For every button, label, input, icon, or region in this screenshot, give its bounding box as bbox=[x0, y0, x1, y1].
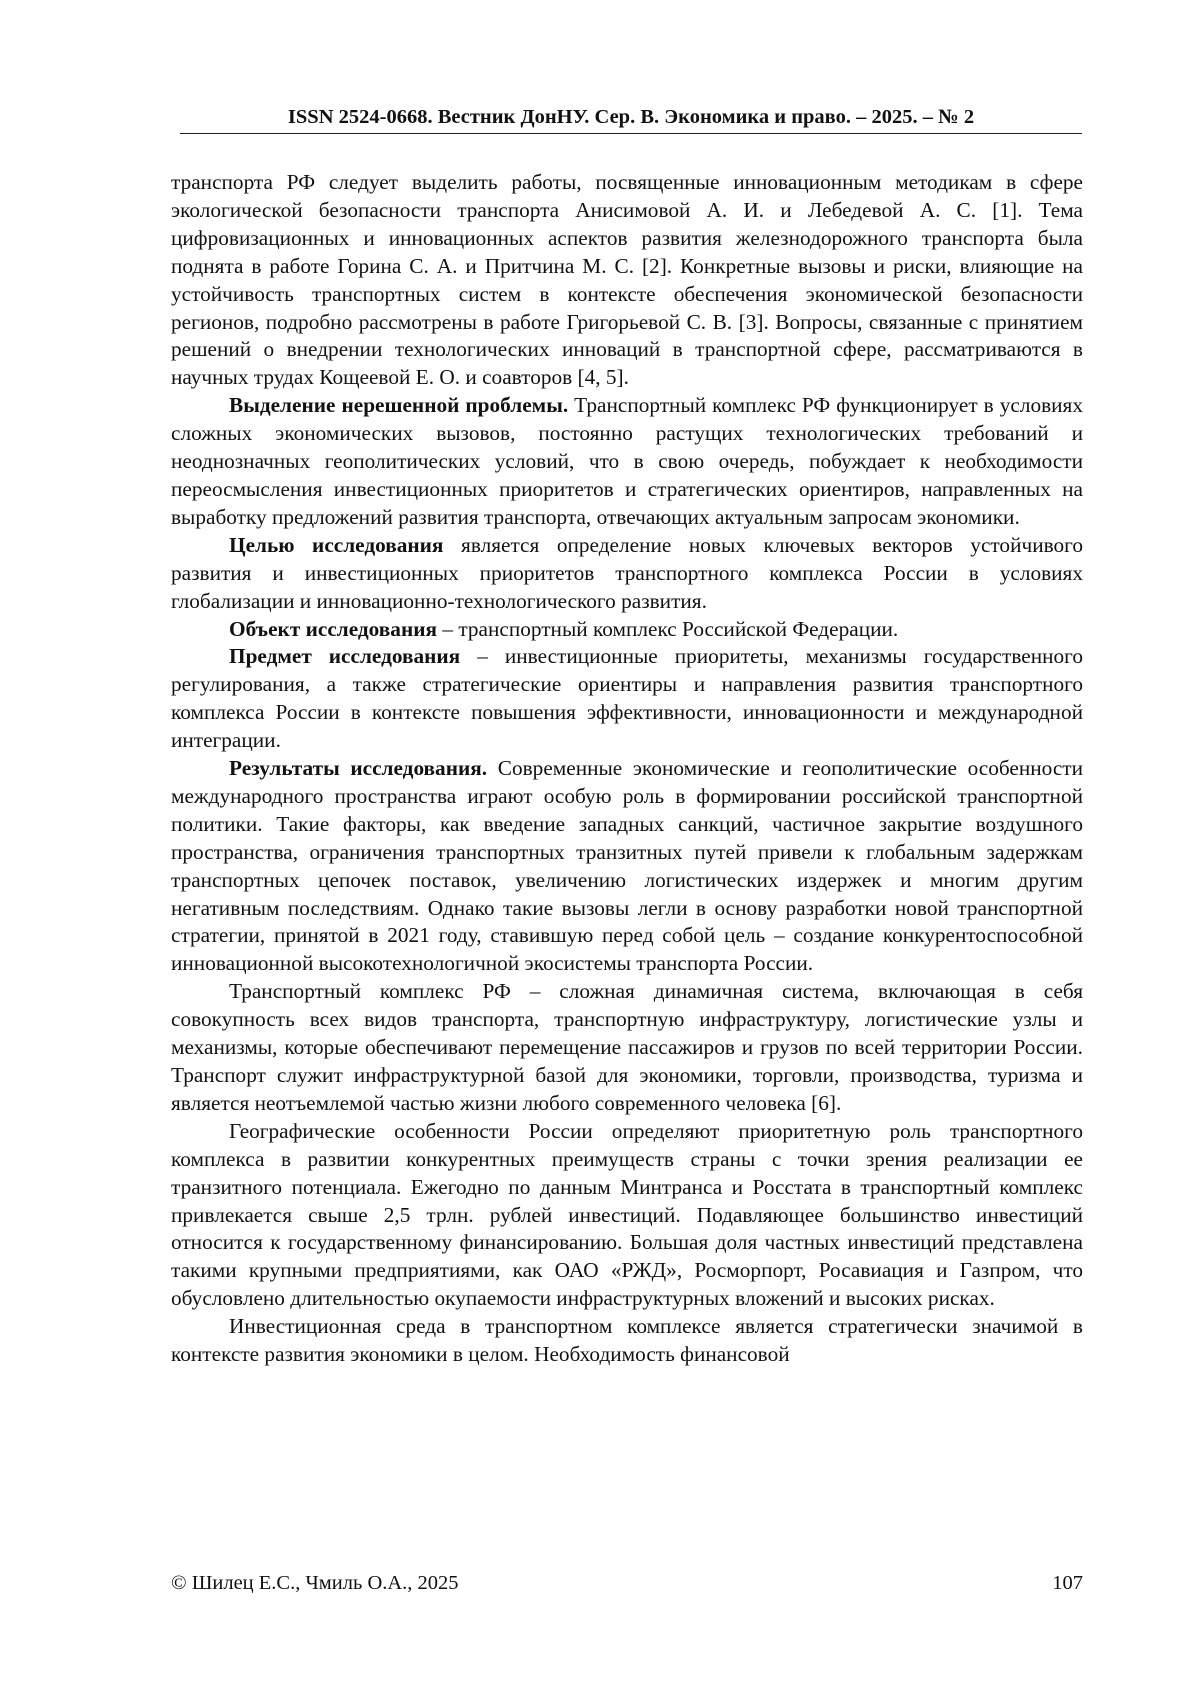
paragraph-text: – инвестиционные приоритеты, механизмы государственного регулирования, а также стратегические ориентиры и направления развития транспортного комплекса России в контексте повышения эффективности, инновационности и международной интеграции. bbox=[171, 644, 1083, 753]
paragraph-research-results bbox=[171, 755, 1083, 978]
paragraph-text: Современные экономические и геополитические особенности международного пространства играют особую роль в формировании российской транспортной политики. Такие факторы, как введение западных санкций, частичное закрытие воздушного пространства, ограничения транспортных транзитных путей привели к глобальным задержкам транспортных цепочек поставок, увеличению логистических издержек и многим другим негативным последствиям. Однако такие вызовы легли в основу разработки новой транспортной стратегии, принятой в 2021 году, ставившую перед собой цель – создание конкурентоспособной инновационной высокотехнологичной экосистемы транспорта России. bbox=[171, 756, 1084, 976]
paragraph-research-object bbox=[171, 616, 1083, 644]
paragraph-lead: Целью исследования bbox=[229, 532, 444, 557]
paragraph-unsolved-problem bbox=[171, 392, 1083, 532]
paragraph-literature-review bbox=[171, 169, 1083, 392]
article-body bbox=[171, 169, 1083, 1369]
copyright-notice: © Шилец Е.С., Чмиль О.А., 2025 bbox=[171, 1572, 459, 1594]
paragraph-lead: Результаты исследования. bbox=[229, 756, 488, 781]
paragraph-research-subject bbox=[171, 643, 1083, 755]
paragraph-lead: Выделение нерешенной проблемы. bbox=[229, 393, 569, 418]
paragraph-text: – транспортный комплекс Российской Федерации. bbox=[437, 616, 899, 641]
paragraph-text: Транспортный комплекс РФ функционирует в условиях сложных экономических вызовов, постоянно растущих технологических требований и неоднозначных геополитических условий, что в свою очередь, побуждает к необходимости переосмысления инвестиционных приоритетов и стратегических ориентиров, направленных на выработку предложений развития транспорта, отвечающих актуальным запросам экономики. bbox=[171, 393, 1083, 529]
paragraph-text: Инвестиционная среда в транспортном комплексе является стратегически значимой в контексте развития экономики в целом. Необходимость финансовой bbox=[171, 1314, 1083, 1367]
paragraph-transport-complex bbox=[171, 978, 1083, 1118]
paragraph-investment-environment bbox=[171, 1313, 1083, 1369]
page-number: 107 bbox=[1052, 1572, 1083, 1594]
paragraph-text: является определение новых ключевых векторов устойчивого развития и инвестиционных приоритетов транспортного комплекса России в условиях глобализации и инновационно-технологического развития. bbox=[171, 532, 1084, 613]
running-header: ISSN 2524-0668. Вестник ДонНУ. Сер. В. Экономика и право. – 2025. – № 2 bbox=[287, 106, 975, 128]
paragraph-research-goal bbox=[171, 532, 1083, 616]
paragraph-geography bbox=[171, 1118, 1083, 1313]
paragraph-text: Географические особенности России определяют приоритетную роль транспортного комплекса в развитии конкурентных преимуществ страны с точки зрения реализации ее транзитного потенциала. Ежегодно по данным Минтранса и Росстата в транспортный комплекс привлекается свыше 2,5 трлн. рублей инвестиций. Подавляющее большинство инвестиций относится к государственному финансированию. Большая доля частных инвестиций представлена такими крупными предприятиями, как ОАО «РЖД», Росморпорт, Росавиация и Газпром, что обусловлено длительностью окупаемости инфраструктурных вложений и высоких рисках. bbox=[171, 1118, 1083, 1311]
paragraph-text: транспорта РФ следует выделить работы, посвященные инновационным методикам в сфере экологической безопасности транспорта Анисимовой А. И. и Лебедевой А. С. [1]. Тема цифровизационных и инновационных аспектов развития железнодорожного транспорта была поднята в работе Горина С. А. и Притчина М. С. [2]. Конкретные вызовы и риски, влияющие на устойчивость транспортных систем в контексте обеспечения экономической безопасности регионов, подробно рассмотрены в работе Григорьевой С. В. [3]. Вопросы, связанные с принятием решений о внедрении технологических инноваций в транспортной сфере, рассматриваются в научных трудах Кощеевой Е. О. и соавторов [4, 5]. bbox=[171, 170, 1083, 390]
paragraph-lead: Объект исследования bbox=[229, 616, 438, 641]
paragraph-text: Транспортный комплекс РФ – сложная динамичная система, включающая в себя совокупность всех видов транспорта, транспортную инфраструктуру, логистические узлы и механизмы, которые обеспечивают перемещение пассажиров и грузов по всей территории России. Транспорт служит инфраструктурной базой для экономики, торговли, производства, туризма и является неотъемлемой частью жизни любого современного человека [6]. bbox=[171, 979, 1083, 1115]
header-divider bbox=[180, 133, 1082, 134]
paragraph-lead: Предмет исследования bbox=[229, 644, 461, 669]
